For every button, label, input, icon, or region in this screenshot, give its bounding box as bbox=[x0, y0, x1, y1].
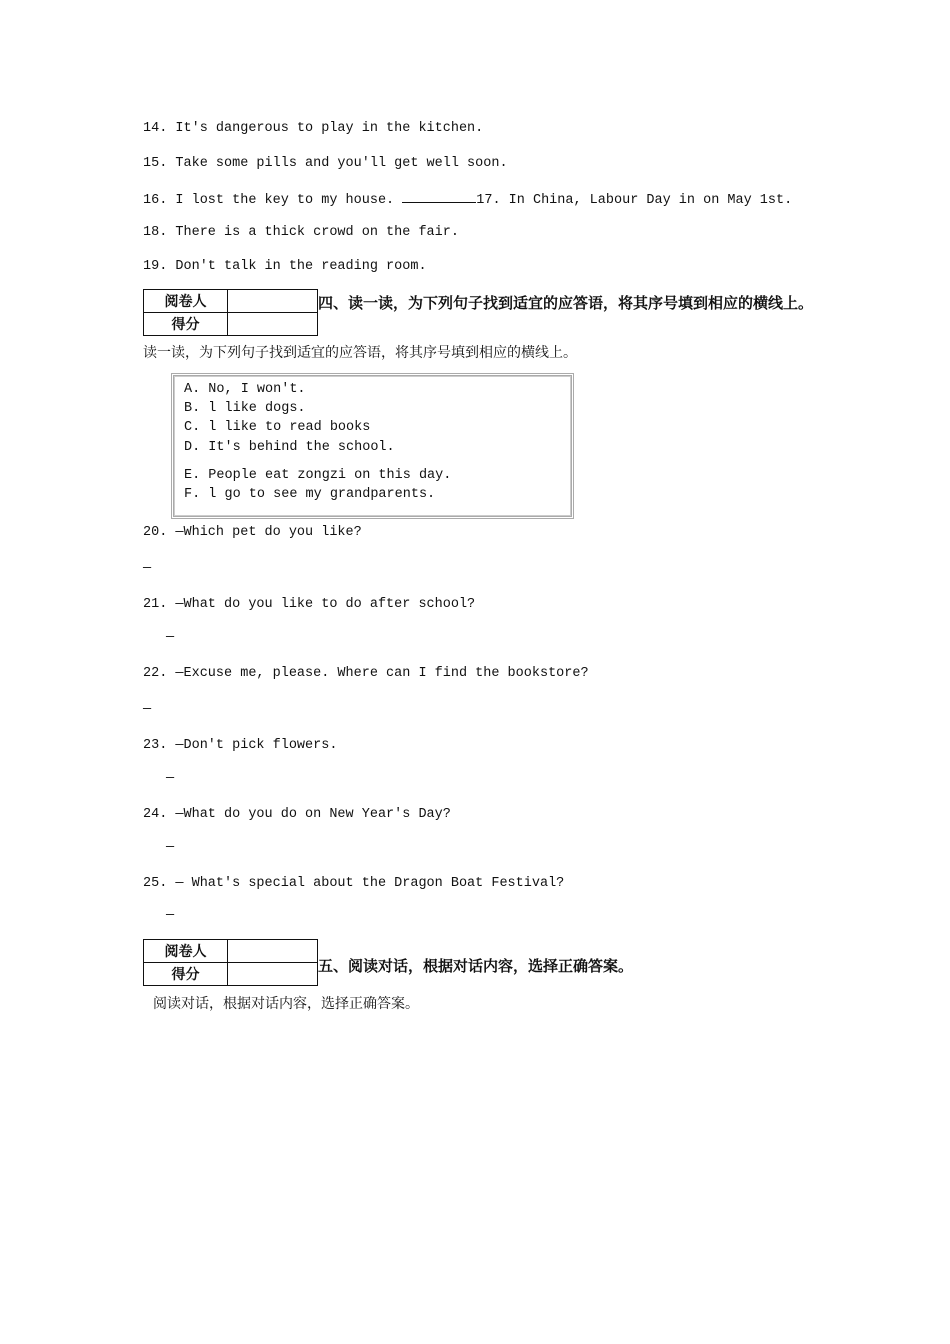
answer-25[interactable]: — bbox=[166, 908, 175, 923]
section-5-instruction: 阅读对话，根据对话内容，选择正确答案。 bbox=[153, 996, 419, 1012]
question-21: 21. —What do you like to do after school? bbox=[143, 597, 476, 612]
sentence-19: 19. Don't talk in the reading room. bbox=[143, 259, 427, 274]
score-label: 得分 bbox=[144, 963, 228, 986]
score-table-2 bbox=[143, 939, 318, 986]
reviewer-label: 阅卷人 bbox=[144, 290, 228, 313]
section-4-instruction: 读一读，为下列句子找到适宜的应答语，将其序号填到相应的横线上。 bbox=[143, 345, 577, 361]
answer-blank[interactable] bbox=[402, 190, 476, 203]
question-24: 24. —What do you do on New Year's Day? bbox=[143, 807, 451, 822]
question-22: 22. —Excuse me, please. Where can I find the bookstore? bbox=[143, 666, 589, 681]
answer-21[interactable]: — bbox=[166, 630, 175, 645]
score-cell[interactable] bbox=[228, 963, 318, 986]
sentence-17: 17. In China, Labour Day in on May 1st. bbox=[476, 193, 793, 208]
question-20: 20. —Which pet do you like? bbox=[143, 525, 362, 540]
reviewer-cell[interactable] bbox=[228, 940, 318, 963]
answer-22[interactable]: — bbox=[143, 702, 152, 717]
option-c: C. l like to read books bbox=[184, 420, 371, 435]
score-table bbox=[143, 289, 318, 336]
sentence-16-17 bbox=[143, 190, 792, 209]
question-23: 23. —Don't pick flowers. bbox=[143, 738, 338, 753]
sentence-14: 14. It's dangerous to play in the kitchen. bbox=[143, 121, 484, 136]
answer-23[interactable]: — bbox=[166, 771, 175, 786]
section-4-heading: 四、读一读，为下列句子找到适宜的应答语，将其序号填到相应的横线上。 bbox=[318, 294, 814, 312]
score-label: 得分 bbox=[144, 313, 228, 336]
section-5-heading: 五、阅读对话，根据对话内容，选择正确答案。 bbox=[318, 957, 634, 975]
option-d: D. It's behind the school. bbox=[184, 440, 395, 455]
score-cell[interactable] bbox=[228, 313, 318, 336]
sentence-15: 15. Take some pills and you'll get well soon. bbox=[143, 156, 508, 171]
option-a: A. No, I won't. bbox=[184, 382, 306, 397]
answer-24[interactable]: — bbox=[166, 840, 175, 855]
option-e: E. People eat zongzi on this day. bbox=[184, 468, 452, 483]
reviewer-label: 阅卷人 bbox=[144, 940, 228, 963]
sentence-16: 16. I lost the key to my house. bbox=[143, 193, 395, 208]
option-b: B. l like dogs. bbox=[184, 401, 306, 416]
question-25: 25. — What's special about the Dragon Boat Festival? bbox=[143, 876, 565, 891]
sentence-18: 18. There is a thick crowd on the fair. bbox=[143, 225, 459, 240]
answer-20[interactable]: — bbox=[143, 561, 152, 576]
reviewer-cell[interactable] bbox=[228, 290, 318, 313]
option-f: F. l go to see my grandparents. bbox=[184, 487, 436, 502]
